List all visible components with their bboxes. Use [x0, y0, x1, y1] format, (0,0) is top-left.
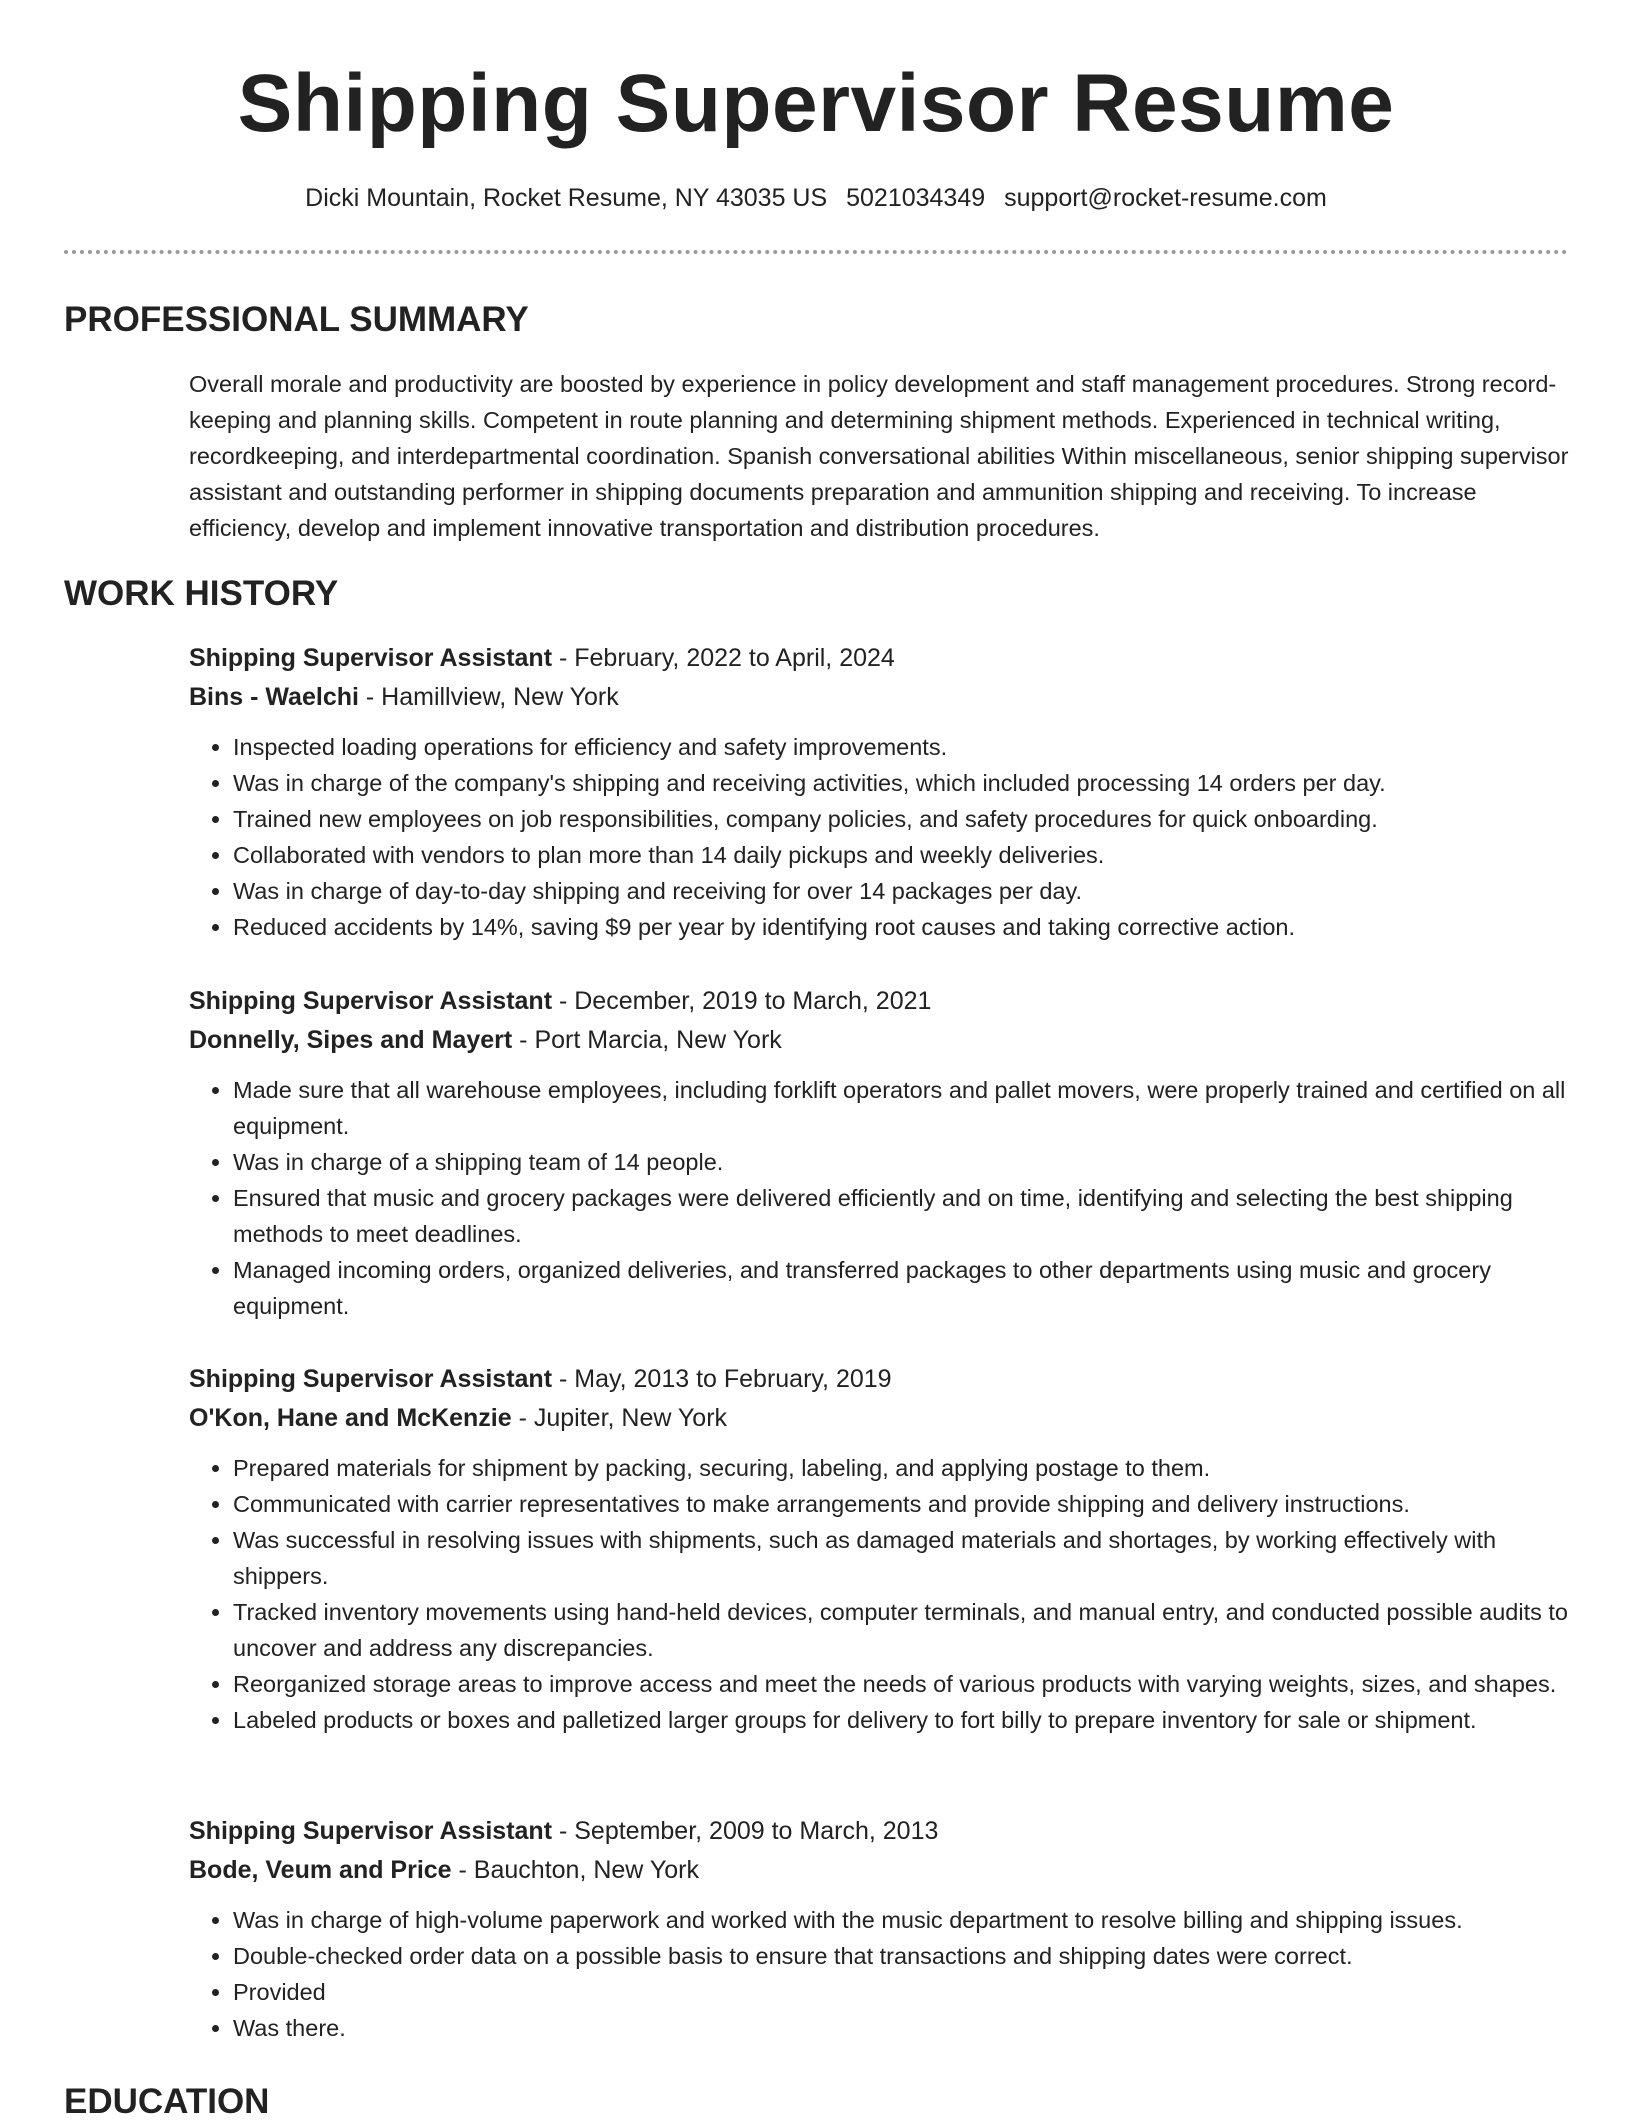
job-bullet: • Inspected loading operations for efficiency and safety improvements.	[233, 729, 1569, 765]
job-bullet: • Trained new employees on job responsibilities, company policies, and safety procedures for quick onboarding.	[233, 801, 1569, 837]
job-title-line	[189, 1812, 1569, 1851]
job-dates: - May, 2013 to February, 2019	[552, 1365, 892, 1393]
job-dates: - September, 2009 to March, 2013	[552, 1817, 939, 1845]
job-title: Shipping Supervisor Assistant	[189, 644, 553, 672]
job-bullets	[189, 1072, 1569, 1324]
job-title: Shipping Supervisor Assistant	[189, 987, 553, 1015]
job-company: Donnelly, Sipes and Mayert	[189, 1026, 513, 1054]
job-title: Shipping Supervisor Assistant	[189, 1365, 553, 1393]
job-bullet: • Prepared materials for shipment by packing, securing, labeling, and applying postage to them.	[233, 1450, 1569, 1486]
job-bullet: • Provided	[233, 1974, 1569, 2010]
job-company-line	[189, 1399, 1569, 1438]
job-location: - Jupiter, New York	[511, 1404, 728, 1432]
job-entry	[189, 639, 1569, 945]
job-company-line	[189, 1851, 1569, 1890]
job-bullet: • Reorganized storage areas to improve access and meet the needs of various products with varying weights, sizes, and shapes.	[233, 1666, 1569, 1702]
resume-title: Shipping Supervisor Resume	[237, 58, 1395, 149]
job-title-line	[189, 1360, 1569, 1399]
job-title: Shipping Supervisor Assistant	[189, 1817, 553, 1845]
job-entry	[189, 1360, 1569, 1738]
job-dates: - February, 2022 to April, 2024	[552, 644, 895, 672]
job-bullet: • Was in charge of a shipping team of 14 people.	[233, 1144, 1569, 1180]
job-dates: - December, 2019 to March, 2021	[552, 987, 932, 1015]
header-divider	[64, 250, 1568, 254]
job-title-line	[189, 982, 1569, 1021]
job-bullet: • Was there.	[233, 2010, 1569, 2046]
job-company: Bins - Waelchi	[189, 683, 359, 711]
job-bullet: • Managed incoming orders, organized deliveries, and transferred packages to other departments using music and grocery equipment.	[233, 1252, 1569, 1324]
job-title-line	[189, 639, 1569, 678]
job-bullet: • Labeled products or boxes and palletized larger groups for delivery to fort billy to prepare inventory for sale or shipment.	[233, 1702, 1569, 1738]
contact-email[interactable]: support@rocket-resume.com	[1004, 184, 1327, 212]
section-title-work-history: WORK HISTORY	[64, 574, 339, 613]
job-company: O'Kon, Hane and McKenzie	[189, 1404, 512, 1432]
job-bullet: • Was successful in resolving issues with shipments, such as damaged materials and shortages, by working effectively with shippers.	[233, 1522, 1569, 1594]
job-location: - Bauchton, New York	[451, 1856, 699, 1884]
section-title-education: EDUCATION	[64, 2082, 270, 2121]
job-bullet: • Communicated with carrier representatives to make arrangements and provide shipping and delivery instructions.	[233, 1486, 1569, 1522]
job-bullet: • Tracked inventory movements using hand-held devices, computer terminals, and manual entry, and conducted possible audits to uncover and address any discrepancies.	[233, 1594, 1569, 1666]
job-bullet: • Double-checked order data on a possible basis to ensure that transactions and shipping dates were correct.	[233, 1938, 1569, 1974]
job-bullet: • Collaborated with vendors to plan more than 14 daily pickups and weekly deliveries.	[233, 837, 1569, 873]
section-title-summary: PROFESSIONAL SUMMARY	[64, 300, 529, 339]
contact-address: Dicki Mountain, Rocket Resume, NY 43035 US	[305, 184, 828, 212]
job-bullet: • Made sure that all warehouse employees, including forklift operators and pallet movers, were properly trained and certified on all equipment.	[233, 1072, 1569, 1144]
job-location: - Hamillview, New York	[358, 683, 619, 711]
contact-phone[interactable]: 5021034349	[846, 184, 986, 212]
job-bullet: • Ensured that music and grocery packages were delivered efficiently and on time, identifying and selecting the best shipping methods to meet deadlines.	[233, 1180, 1569, 1252]
job-company-line	[189, 1021, 1569, 1060]
job-entry	[189, 982, 1569, 1324]
job-company-line	[189, 678, 1569, 717]
job-bullets	[189, 729, 1569, 945]
job-bullet: • Was in charge of day-to-day shipping and receiving for over 14 packages per day.	[233, 873, 1569, 909]
job-bullets	[189, 1450, 1569, 1738]
job-company: Bode, Veum and Price	[189, 1856, 452, 1884]
contact-line	[0, 180, 1632, 216]
job-bullet: • Was in charge of high-volume paperwork and worked with the music department to resolve billing and shipping issues.	[233, 1902, 1569, 1938]
job-location: - Port Marcia, New York	[512, 1026, 782, 1054]
job-entry	[189, 1812, 1569, 2046]
summary-text: Overall morale and productivity are boosted by experience in policy development and staff management procedures. Strong record-keeping and planning skills. Competent in route planning and determining shipment methods. Experienced in technical writing, recordkeeping, and interdepartmental coordination. Spanish conversational abilities Within miscellaneous, senior shipping supervisor assistant and outstanding performer in shipping documents preparation and ammunition shipping and receiving. To increase efficiency, develop and implement innovative transportation and distribution procedures.	[189, 371, 1569, 541]
job-bullet: • Was in charge of the company's shipping and receiving activities, which included processing 14 orders per day.	[233, 765, 1569, 801]
job-bullet: • Reduced accidents by 14%, saving $9 per year by identifying root causes and taking corrective action.	[233, 909, 1569, 945]
job-bullets	[189, 1902, 1569, 2046]
